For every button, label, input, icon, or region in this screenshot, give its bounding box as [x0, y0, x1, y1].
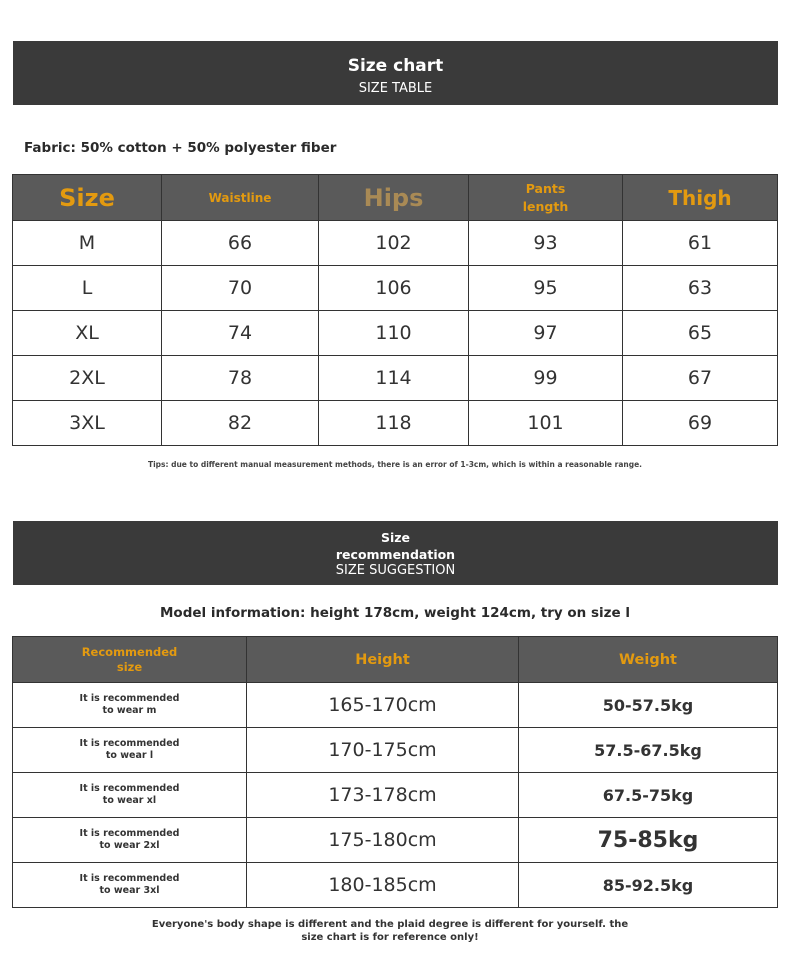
cell-pants-length: 93	[469, 221, 623, 266]
cell-hips: 118	[319, 401, 469, 446]
recommendation-banner	[13, 521, 778, 585]
cell-pants-length: 101	[469, 401, 623, 446]
table-row	[13, 266, 778, 311]
table-row	[13, 683, 778, 728]
cell-waistline: 66	[162, 221, 319, 266]
cell-thigh: 61	[623, 221, 778, 266]
cell-weight: 67.5-75kg	[519, 773, 778, 818]
rec-line1: It is recommended	[79, 873, 180, 884]
table-row	[13, 356, 778, 401]
cell-weight: 50-57.5kg	[519, 683, 778, 728]
table-row	[13, 863, 778, 908]
footer-note: Everyone's body shape is different and the plaid degree is different for yourself. the size chart is for reference only!	[151, 919, 629, 943]
cell-height: 170-175cm	[247, 728, 519, 773]
cell-recommendation	[13, 683, 247, 728]
rec-line2: to wear l	[105, 750, 154, 761]
cell-hips: 102	[319, 221, 469, 266]
cell-thigh: 69	[623, 401, 778, 446]
cell-pants-length: 97	[469, 311, 623, 356]
header-pants-length	[469, 175, 623, 221]
table-row	[13, 401, 778, 446]
rec-line1: It is recommended	[79, 828, 180, 839]
size-chart-subtitle: SIZE TABLE	[358, 81, 433, 96]
recommendation-table	[12, 636, 778, 908]
header-pants-length-line1: Pants	[525, 180, 566, 196]
cell-size: 3XL	[13, 401, 162, 446]
recommendation-title-line1: Size	[380, 530, 411, 545]
cell-weight: 75-85kg	[519, 818, 778, 863]
rec-line1: It is recommended	[79, 738, 180, 749]
cell-size: L	[13, 266, 162, 311]
header-recommended-line1: Recommended	[81, 644, 178, 659]
cell-waistline: 70	[162, 266, 319, 311]
cell-size: XL	[13, 311, 162, 356]
cell-pants-length: 99	[469, 356, 623, 401]
cell-waistline: 82	[162, 401, 319, 446]
size-table	[12, 174, 778, 446]
header-weight: Weight	[519, 637, 778, 683]
rec-line1: It is recommended	[79, 693, 180, 704]
header-recommended-size	[13, 637, 247, 683]
table-row	[13, 221, 778, 266]
rec-line1: It is recommended	[79, 783, 180, 794]
cell-size: 2XL	[13, 356, 162, 401]
cell-recommendation	[13, 863, 247, 908]
cell-thigh: 65	[623, 311, 778, 356]
rec-line2: to wear 3xl	[99, 885, 160, 896]
size-table-header-row	[13, 175, 778, 221]
rec-line2: to wear 2xl	[99, 840, 160, 851]
cell-height: 175-180cm	[247, 818, 519, 863]
cell-recommendation	[13, 818, 247, 863]
table-row	[13, 818, 778, 863]
table-row	[13, 773, 778, 818]
cell-size: M	[13, 221, 162, 266]
header-thigh: Thigh	[623, 175, 778, 221]
cell-height: 173-178cm	[247, 773, 519, 818]
cell-hips: 110	[319, 311, 469, 356]
measurement-tip: Tips: due to different manual measurement methods, there is an error of 1-3cm, which is within a reasonable range.	[147, 460, 643, 469]
cell-thigh: 67	[623, 356, 778, 401]
cell-pants-length: 95	[469, 266, 623, 311]
cell-hips: 106	[319, 266, 469, 311]
cell-recommendation	[13, 773, 247, 818]
cell-height: 165-170cm	[247, 683, 519, 728]
recommendation-title-line2: recommendation	[335, 547, 456, 562]
rec-line2: to wear xl	[102, 795, 157, 806]
header-waistline: Waistline	[162, 175, 319, 221]
cell-weight: 57.5-67.5kg	[519, 728, 778, 773]
header-recommended-line2: size	[116, 659, 143, 674]
header-size: Size	[13, 175, 162, 221]
cell-hips: 114	[319, 356, 469, 401]
cell-waistline: 74	[162, 311, 319, 356]
header-pants-length-line2: length	[522, 198, 569, 214]
size-chart-banner	[13, 41, 778, 105]
size-chart-title: Size chart	[347, 56, 444, 76]
cell-recommendation	[13, 728, 247, 773]
cell-height: 180-185cm	[247, 863, 519, 908]
fabric-info: Fabric: 50% cotton + 50% polyester fiber	[24, 140, 337, 156]
model-info: Model information: height 178cm, weight 124cm, try on size l	[159, 605, 630, 621]
recommendation-subtitle: SIZE SUGGESTION	[335, 563, 456, 578]
table-row	[13, 311, 778, 356]
cell-weight: 85-92.5kg	[519, 863, 778, 908]
table-row	[13, 728, 778, 773]
cell-thigh: 63	[623, 266, 778, 311]
rec-line2: to wear m	[102, 705, 157, 716]
header-hips: Hips	[319, 175, 469, 221]
header-height: Height	[247, 637, 519, 683]
cell-waistline: 78	[162, 356, 319, 401]
recommendation-header-row	[13, 637, 778, 683]
